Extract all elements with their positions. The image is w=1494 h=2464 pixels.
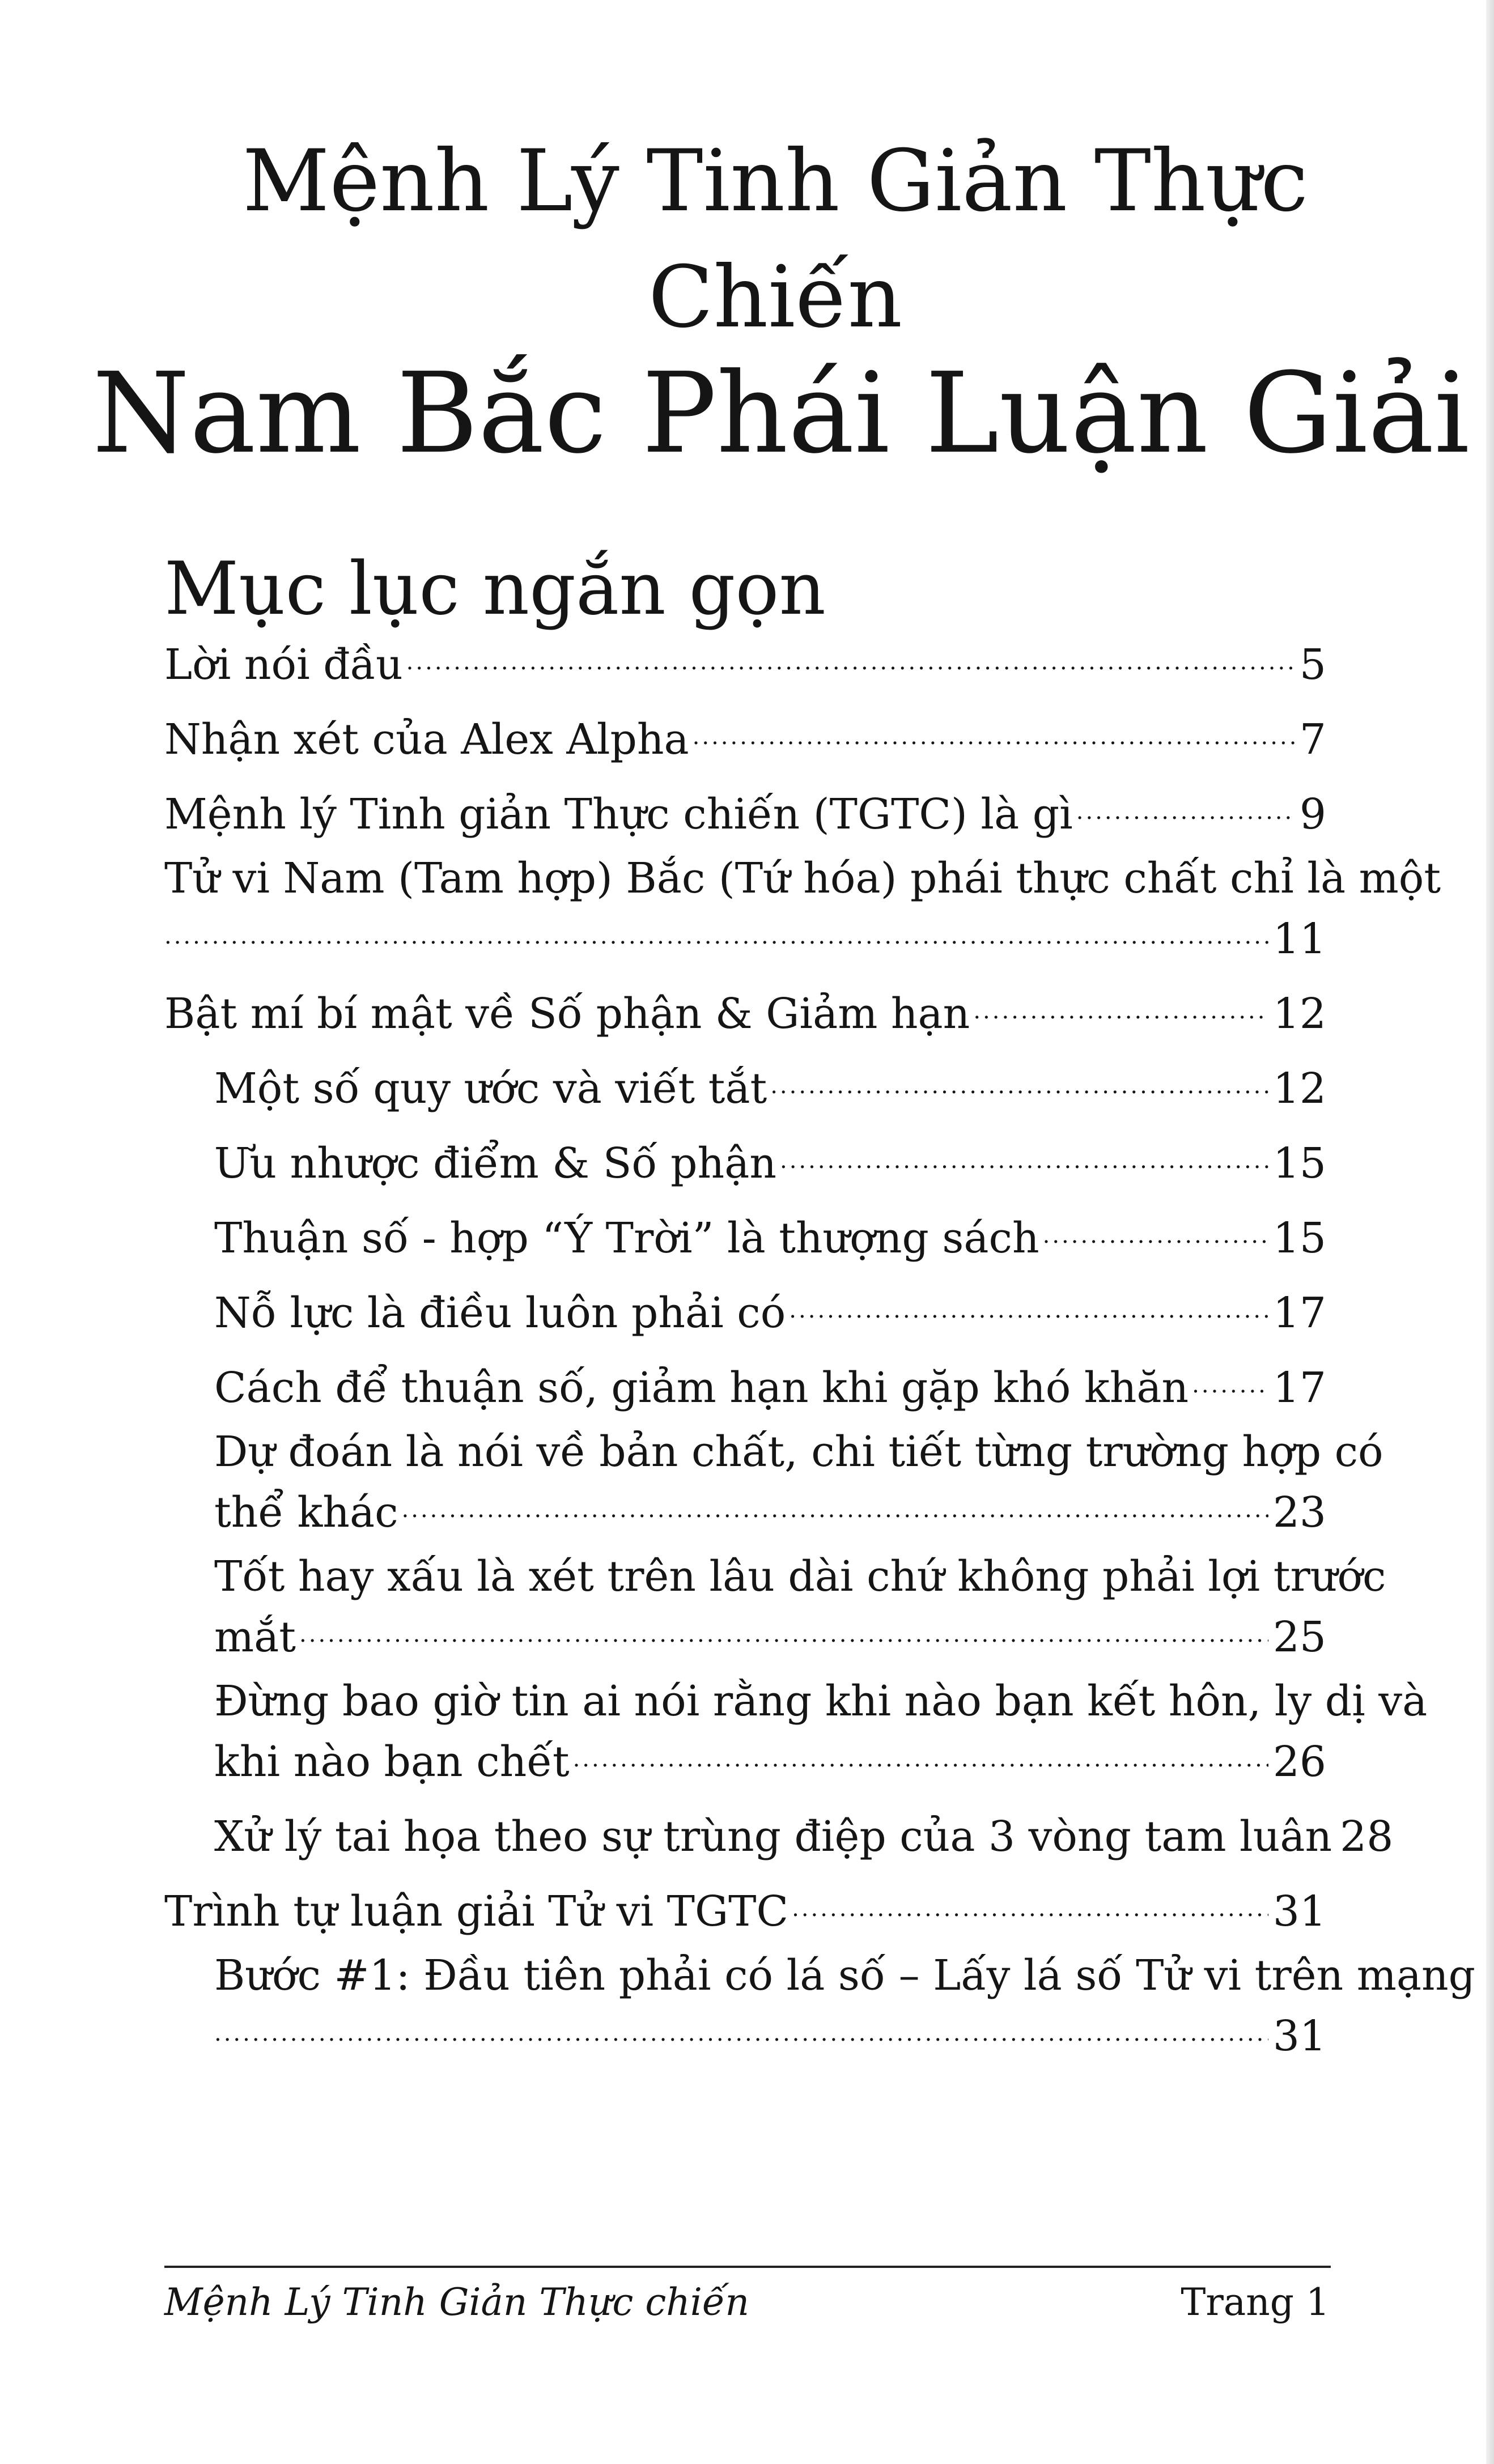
- toc-entry-label: Trình tự luận giải Tử vi TGTC: [164, 1887, 789, 1936]
- toc-entry-tu-vi-nam-bac[interactable]: [164, 853, 1441, 963]
- toc-entry-label: Thuận số - hợp “Ý Trời” là thượng sách: [214, 1214, 1039, 1263]
- toc-entry-du-doan[interactable]: [214, 1427, 1383, 1537]
- toc-entry-page: 9: [1299, 790, 1326, 839]
- toc-entry-label-line-2: mắt: [214, 1613, 296, 1662]
- dot-leader: [214, 2000, 1268, 2050]
- toc-entry-page: 15: [1272, 1214, 1326, 1263]
- toc-entry-cach-de-thuan-so[interactable]: [214, 1352, 1326, 1412]
- toc-entry-label-line-2: khi nào bạn chết: [214, 1737, 570, 1786]
- dot-leader: [402, 1477, 1268, 1527]
- dot-leader: [693, 704, 1295, 754]
- toc-entry-trinh-tu[interactable]: [164, 1876, 1326, 1936]
- toc-entry-label-line-1: Dự đoán là nói về bản chất, chi tiết từng trường hợp có: [214, 1428, 1383, 1476]
- toc-entry-uu-nhuoc-diem[interactable]: [214, 1128, 1326, 1188]
- dot-leader: [789, 1277, 1268, 1327]
- toc-entry-quy-uoc[interactable]: [214, 1053, 1326, 1113]
- toc-entry-label: Ưu nhược điểm & Số phận: [214, 1139, 776, 1188]
- toc-entry-page: 17: [1272, 1363, 1326, 1412]
- toc-entry-page: 31: [1272, 2012, 1326, 2061]
- dot-leader: [406, 629, 1295, 679]
- toc-entry-page: 5: [1299, 640, 1326, 689]
- toc-entry-page: 26: [1272, 1737, 1326, 1786]
- toc-entry-label: Cách để thuận số, giảm hạn khi gặp khó khăn: [214, 1363, 1189, 1412]
- toc-entry-no-luc[interactable]: [214, 1277, 1326, 1337]
- toc-entry-page: 7: [1299, 715, 1326, 764]
- toc-heading: Mục lục ngắn gọn: [164, 547, 826, 631]
- dot-leader: [1192, 1352, 1268, 1402]
- dot-leader: [792, 1876, 1268, 1926]
- toc-entry-label: Nhận xét của Alex Alpha: [164, 715, 689, 764]
- dot-leader: [164, 903, 1268, 953]
- toc-entry-label: Bước #1: Đầu tiên phải có lá số – Lấy lá số Tử vi trên mạng: [214, 1951, 1476, 2000]
- book-subtitle: Nam Bắc Phái Luận Giải: [92, 349, 1470, 478]
- toc-entry-page: 23: [1272, 1488, 1326, 1537]
- dot-leader: [770, 1053, 1268, 1103]
- toc-entry-page: 12: [1272, 989, 1326, 1038]
- book-title-line-1: Mệnh Lý Tinh Giản Thực: [242, 132, 1309, 231]
- toc-entry-label: Tử vi Nam (Tam hợp) Bắc (Tứ hóa) phái thực chất chỉ là một: [164, 854, 1441, 903]
- footer-book-title: Mệnh Lý Tinh Giản Thực chiến: [164, 2280, 750, 2324]
- toc-entry-menh-ly-la-gi[interactable]: [164, 779, 1326, 839]
- toc-entry-label-line-1: Tốt hay xấu là xét trên lâu dài chứ không phải lợi trước: [214, 1552, 1386, 1601]
- dot-leader: [573, 1726, 1268, 1776]
- dot-leader: [973, 978, 1268, 1028]
- dot-leader: [299, 1601, 1268, 1651]
- toc-entry-page: 11: [1272, 915, 1326, 963]
- toc-entry-xu-ly-tai-hoa[interactable]: [214, 1801, 1394, 1861]
- toc-entry-nhan-xet[interactable]: [164, 704, 1326, 764]
- toc-entry-label: Bật mí bí mật về Số phận & Giảm hạn: [164, 989, 970, 1038]
- dot-leader: [780, 1128, 1268, 1178]
- toc-entry-page: 12: [1272, 1064, 1326, 1113]
- toc-entry-page: 15: [1272, 1139, 1326, 1188]
- footer-page-number: Trang 1: [1181, 2280, 1330, 2324]
- toc-entry-bat-mi[interactable]: [164, 978, 1326, 1038]
- toc-entry-label: Lời nói đầu: [164, 640, 403, 689]
- toc-entry-label: Một số quy ước và viết tắt: [214, 1064, 767, 1113]
- toc-entry-thuan-so[interactable]: [214, 1203, 1326, 1263]
- toc-entry-dung-bao-gio-tin[interactable]: [214, 1676, 1428, 1786]
- dot-leader: [1043, 1203, 1268, 1252]
- toc-entry-label-line-2: thể khác: [214, 1488, 398, 1537]
- dot-leader: [1076, 779, 1295, 829]
- toc-entry-page: 17: [1272, 1289, 1326, 1337]
- toc-entry-label: Xử lý tai họa theo sự trùng điệp của 3 vòng tam luân: [214, 1812, 1332, 1861]
- toc-entry-tot-hay-xau[interactable]: [214, 1552, 1386, 1662]
- toc-entry-label-line-1: Đừng bao giờ tin ai nói rằng khi nào bạn kết hôn, ly dị và: [214, 1677, 1428, 1726]
- toc-entry-buoc-1[interactable]: [214, 1951, 1476, 2061]
- book-title-line-2: Chiến: [648, 248, 903, 347]
- toc-entry-page: 31: [1272, 1887, 1326, 1936]
- toc-entry-loi-noi-dau[interactable]: [164, 629, 1326, 689]
- toc-entry-label: Mệnh lý Tinh giản Thực chiến (TGTC) là gì: [164, 790, 1073, 839]
- toc-entry-page: 28: [1340, 1812, 1394, 1861]
- toc-entry-label: Nỗ lực là điều luôn phải có: [214, 1289, 786, 1337]
- footer-rule: [164, 2266, 1331, 2268]
- toc-entry-page: 25: [1272, 1613, 1326, 1662]
- table-of-contents: [164, 629, 1476, 2075]
